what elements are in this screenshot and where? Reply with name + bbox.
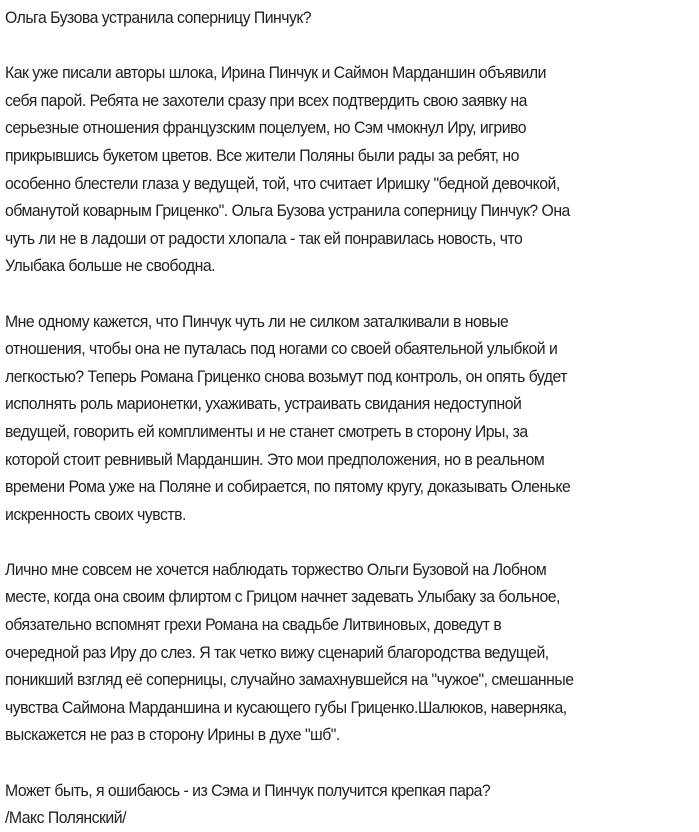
text-line: себя парой. Ребята не захотели сразу при всех подтвердить свою заявку на — [5, 90, 527, 110]
text-line: времени Рома уже на Поляне и собирается, по пятому кругу, доказывать Оленьке — [5, 477, 571, 497]
paragraph-4 — [5, 777, 647, 832]
text-line: очередной раз Иру до слез. Я так четко вижу сценарий благородства ведущей, — [5, 642, 549, 662]
text-line: поникший взгляд её соперницы, случайно замахнувшейся на "чужое", смешанные — [5, 670, 574, 690]
text-line: чувства Саймона Марданшина и кусающего губы Гриценко.Шалюков, наверняка, — [5, 697, 567, 717]
text-line: прикрывшись букетом цветов. Все жители Поляны были рады за ребят, но — [5, 145, 519, 165]
text-line: обязательно вспомнят грехи Романа на свадьбе Литвиновых, доведут в — [5, 615, 502, 635]
text-line: обманутой коварным Гриценко". Ольга Бузова устранила соперницу Пинчук? Она — [5, 201, 570, 221]
text-line: месте, когда она своим флиртом с Грицом начнет задевать Улыбаку за больное, — [5, 587, 560, 607]
article-title: Ольга Бузова устранила соперницу Пинчук? — [5, 8, 312, 27]
text-line: Мне одному кажется, что Пинчук чуть ли не силком заталкивали в новые — [5, 311, 509, 331]
text-line: которой стоит ревнивый Марданшин. Это мои предположения, но в реальном — [5, 449, 545, 469]
paragraph-2 — [5, 308, 647, 529]
spacer — [5, 280, 647, 308]
text-line: Лично мне совсем не хочется наблюдать торжество Ольги Бузовой на Лобном — [5, 559, 547, 579]
text-line: чуть ли не в ладоши от радости хлопала - так ей понравилась новость, что — [5, 228, 523, 248]
text-line: Как уже писали авторы шлока, Ирина Пинчук и Саймон Марданшин объявили — [5, 63, 546, 83]
text-line: ведущей, говорить ей комплименты и не станет смотреть в сторону Иры, за — [5, 421, 528, 441]
text-line: искренность своих чувств. — [5, 504, 186, 524]
text-line: серьезные отношения французским поцелуем, но Сэм чмокнул Иру, игриво — [5, 118, 527, 138]
text-line: исполнять роль марионетки, ухаживать, устраивать свидания недоступной — [5, 394, 522, 414]
author-signature: /Макс Полянский/ — [5, 808, 126, 828]
text-line: выскажется не раз в сторону Ирины в духе "шб". — [5, 725, 340, 745]
paragraph-1 — [5, 59, 647, 280]
spacer — [5, 32, 647, 60]
text-line: особенно блестели глаза у ведущей, той, что считает Иришку "бедной девочкой, — [5, 173, 560, 193]
paragraph-3 — [5, 556, 647, 749]
text-line: Улыбака больше не свободна. — [5, 256, 216, 276]
text-line: отношения, чтобы она не путалась под ногами со своей обаятельной улыбкой и — [5, 339, 558, 359]
text-line: Может быть, я ошибаюсь - из Сэма и Пинчук получится крепкая пара? — [5, 780, 491, 800]
spacer — [5, 749, 647, 777]
article — [5, 4, 647, 832]
spacer — [5, 528, 647, 556]
text-line: легкостью? Теперь Романа Гриценко снова возьмут под контроль, он опять будет — [5, 366, 568, 386]
